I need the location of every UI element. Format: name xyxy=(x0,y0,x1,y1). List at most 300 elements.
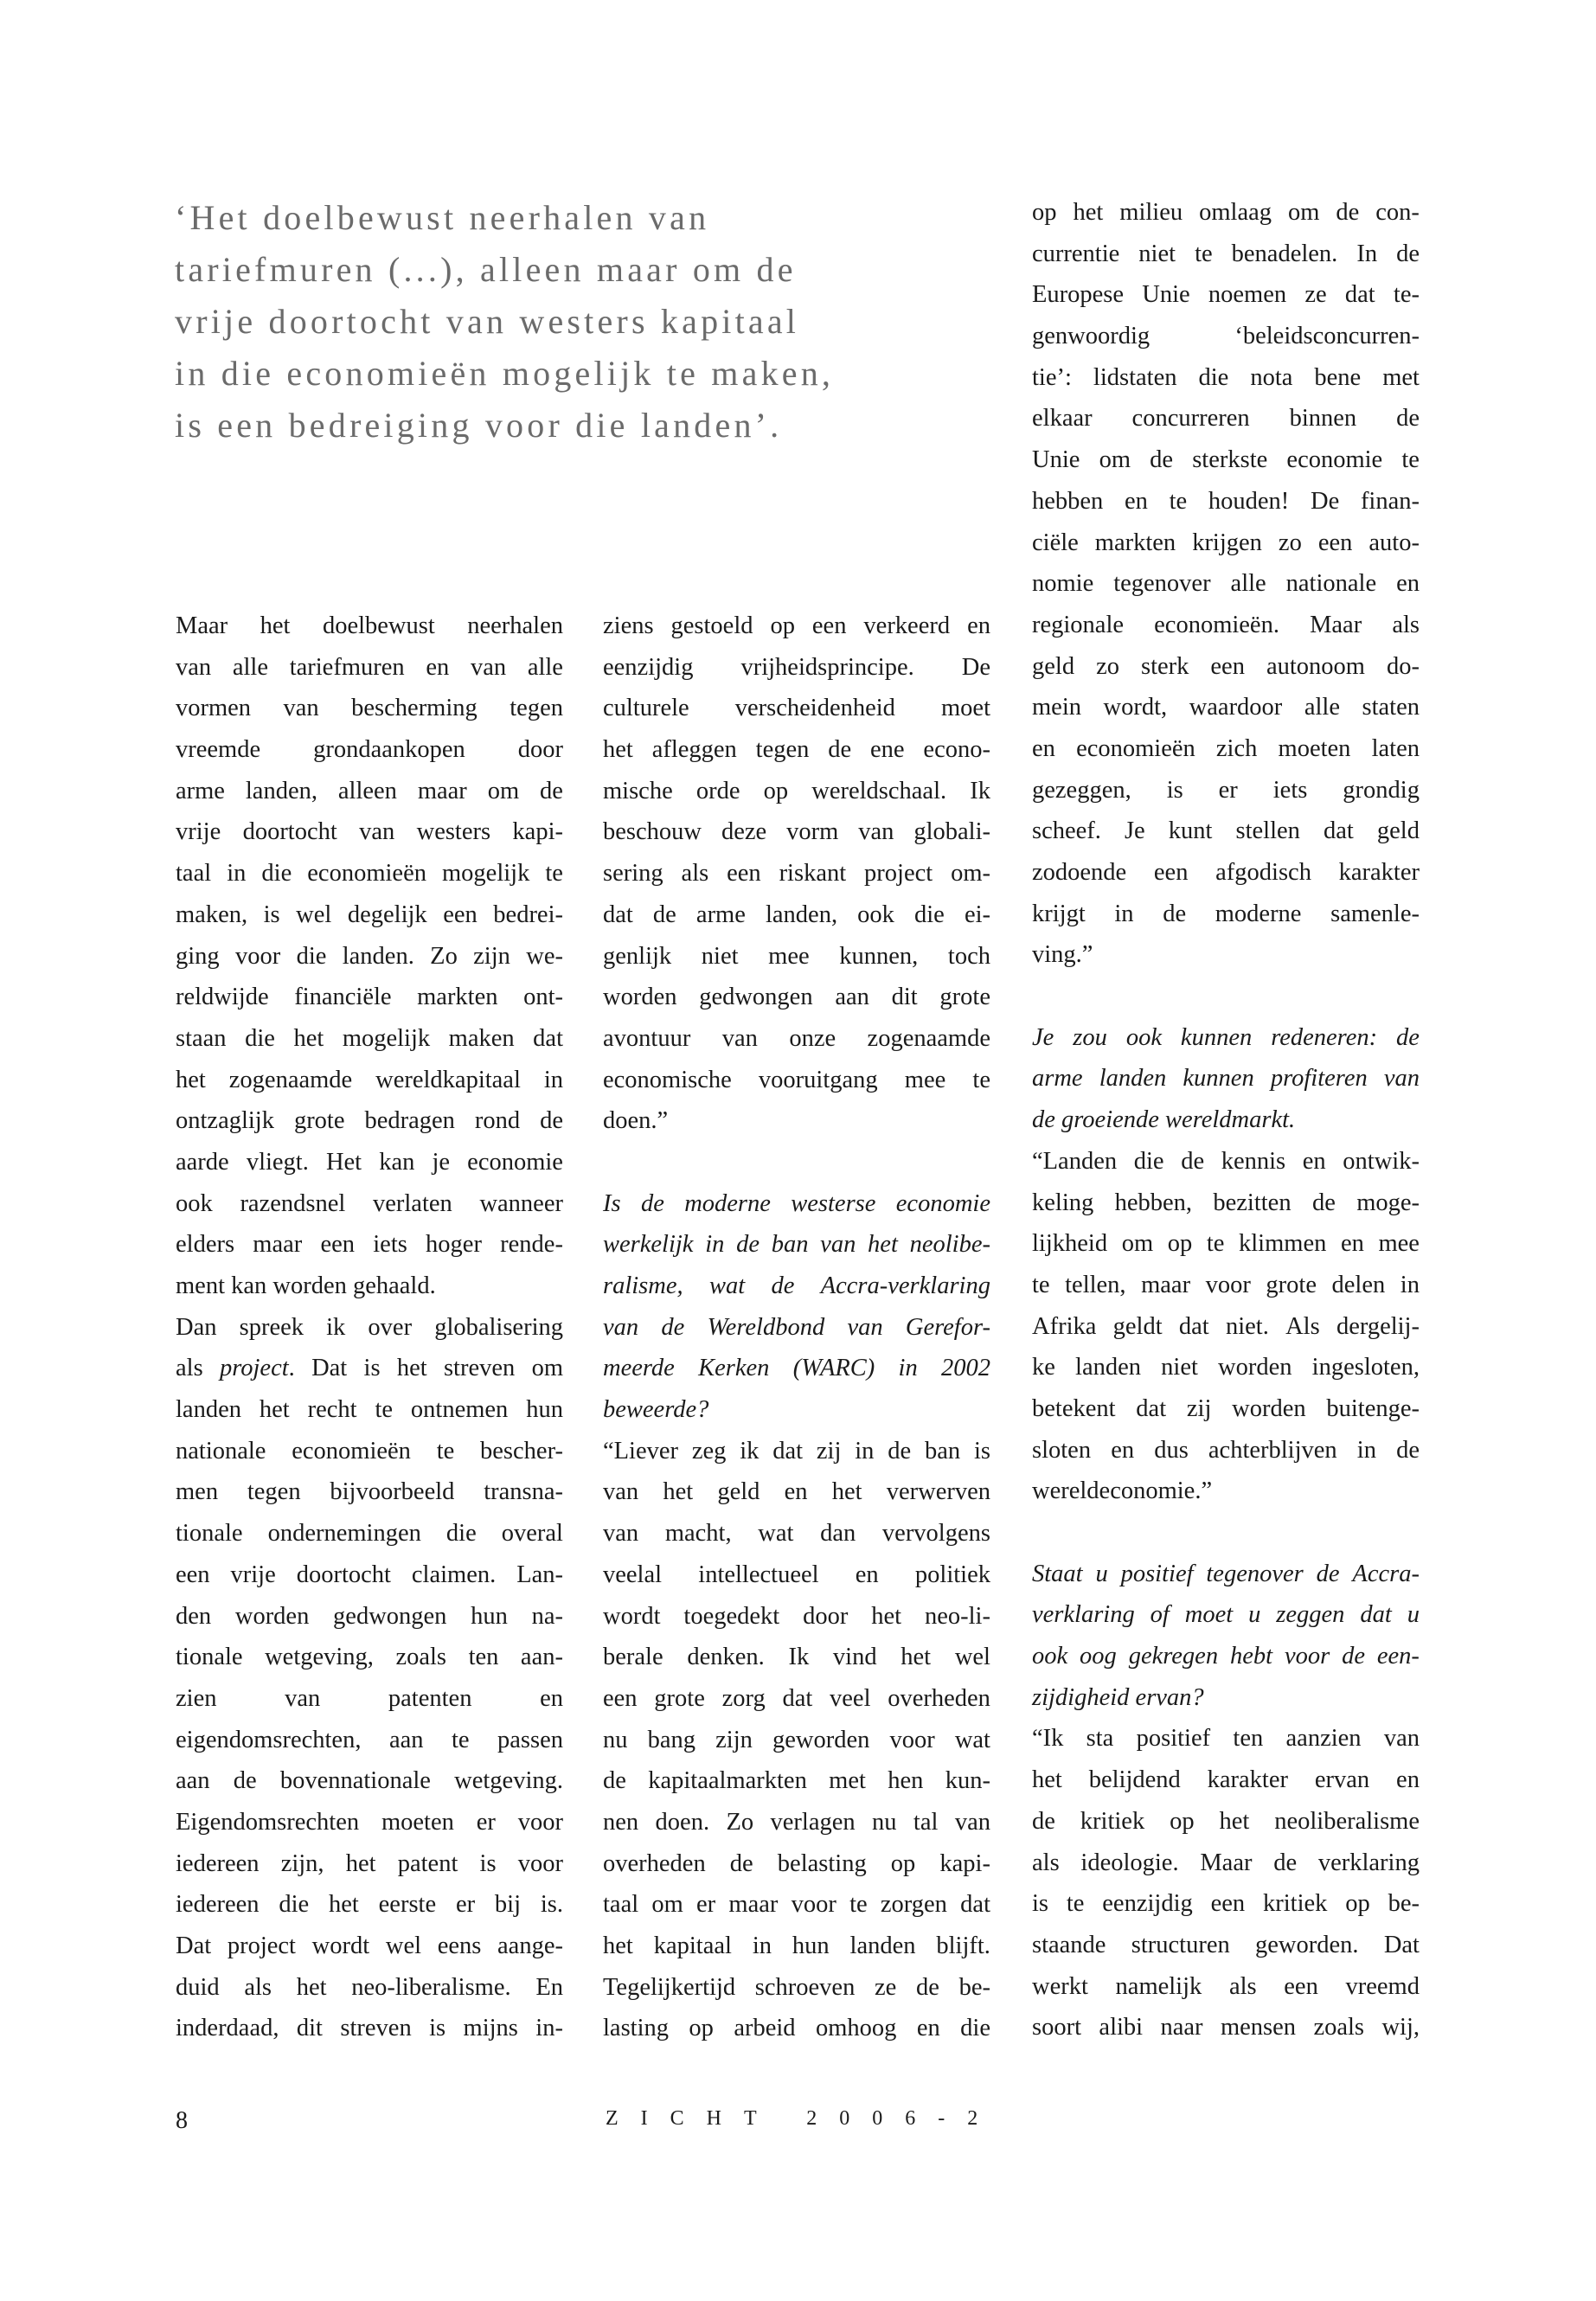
word: vreemd xyxy=(1345,1972,1420,2000)
word: met xyxy=(1382,363,1420,391)
word: afleggen xyxy=(651,736,737,764)
word: dus xyxy=(1154,1436,1189,1464)
word: het xyxy=(1073,199,1104,226)
word: eenzijdig xyxy=(603,653,694,681)
word: buitenge- xyxy=(1326,1394,1420,1422)
word: je xyxy=(432,1148,451,1176)
word: de xyxy=(888,1437,912,1465)
word: nota xyxy=(1250,363,1293,391)
word: bescherming xyxy=(351,695,478,722)
body-text-line xyxy=(1032,1718,1420,1759)
word: krijgt xyxy=(1032,900,1086,927)
word: is xyxy=(479,1849,497,1877)
word: ook xyxy=(176,1189,213,1217)
word: riskant xyxy=(779,860,847,888)
word: en xyxy=(1125,487,1148,515)
word: binnen xyxy=(1289,405,1357,433)
word: vooruitgang xyxy=(758,1066,878,1093)
word: stellen xyxy=(1235,817,1300,845)
word: zogenaamde xyxy=(228,1066,353,1093)
word: is xyxy=(263,901,280,928)
word: wereldkapitaal xyxy=(375,1066,521,1093)
word: zo xyxy=(1278,529,1302,556)
body-text-line xyxy=(176,1678,563,1720)
word: kapitaalmarkten xyxy=(648,1767,807,1795)
body-text-line xyxy=(176,853,563,894)
word: delen xyxy=(1331,1271,1386,1298)
word: “Landen xyxy=(1032,1147,1118,1175)
word: ban xyxy=(771,1231,809,1259)
word: niet xyxy=(1161,1354,1198,1381)
word: auto- xyxy=(1368,529,1420,556)
word: namelijk xyxy=(1115,1972,1202,2000)
word: Kerken xyxy=(698,1355,770,1382)
word: niet xyxy=(1138,240,1176,267)
word: doen. xyxy=(655,1808,710,1836)
word: iedereen xyxy=(176,1891,260,1919)
body-text-line xyxy=(603,936,990,977)
word: omlaag xyxy=(1199,199,1272,226)
word: verlagen xyxy=(770,1808,856,1836)
word: blijft. xyxy=(936,1932,990,1959)
word: arme xyxy=(695,901,746,928)
word: structuren xyxy=(1131,1931,1230,1958)
body-text-line xyxy=(176,1100,563,1142)
word: nationale xyxy=(1285,570,1377,598)
word: voor xyxy=(517,1808,563,1836)
word: het xyxy=(871,1602,902,1630)
word: die xyxy=(1198,363,1229,391)
word: ene xyxy=(870,736,905,764)
body-text-line xyxy=(176,1183,563,1225)
word: vrije xyxy=(176,818,221,846)
word: verscheidenheid xyxy=(734,695,895,722)
word: toegedekt xyxy=(683,1602,780,1630)
word: keling xyxy=(1032,1189,1094,1216)
word: nu xyxy=(603,1726,628,1753)
body-text-line xyxy=(1032,481,1420,522)
word: zo xyxy=(1096,652,1119,680)
word: staan xyxy=(176,1024,227,1052)
word: “Ik xyxy=(1032,1725,1064,1753)
word: eenzijdig xyxy=(1102,1890,1193,1918)
word: doelbewust xyxy=(322,612,435,639)
body-text-line xyxy=(1032,687,1420,728)
body-text-line xyxy=(603,647,990,689)
word: ciële xyxy=(1032,529,1079,556)
word: ze xyxy=(875,1973,897,2001)
word: een- xyxy=(1376,1643,1420,1670)
word: zijn xyxy=(473,942,510,970)
word: Het xyxy=(325,1148,362,1176)
word: mee xyxy=(904,1066,946,1093)
word: in xyxy=(705,1231,725,1259)
word: te xyxy=(1195,240,1213,267)
body-text-line: ving.” xyxy=(1032,941,1093,969)
word: rende- xyxy=(500,1231,563,1259)
word: economie xyxy=(467,1148,563,1176)
word: aan xyxy=(176,1767,210,1795)
word: berale xyxy=(603,1644,663,1671)
word: recht xyxy=(307,1396,357,1424)
word: van xyxy=(954,1808,990,1836)
word: maken xyxy=(448,1024,515,1052)
word: Dat xyxy=(176,1932,212,1959)
word: dat xyxy=(782,1684,813,1712)
word: een xyxy=(320,1231,356,1259)
word: schroeven xyxy=(754,1973,856,2001)
word: politiek xyxy=(914,1561,990,1588)
word: ondernemingen xyxy=(267,1520,421,1548)
word: Maar xyxy=(1310,611,1362,638)
word: claimen. xyxy=(411,1561,497,1588)
word: de xyxy=(1396,405,1420,433)
body-text-line xyxy=(603,853,990,894)
word: het xyxy=(603,736,633,764)
word: het xyxy=(663,1478,694,1506)
word: Gerefor- xyxy=(905,1313,990,1341)
word: er xyxy=(476,1808,496,1836)
word: zich xyxy=(1215,734,1258,762)
word: “Liever xyxy=(603,1437,679,1465)
word: beschouw xyxy=(603,818,702,846)
word: ont- xyxy=(523,984,563,1011)
word: Zo xyxy=(726,1808,754,1836)
word: noemen xyxy=(1208,281,1287,309)
word: en xyxy=(1340,1230,1364,1258)
word: wel xyxy=(954,1644,990,1671)
word: landen xyxy=(849,1932,916,1959)
word: westerse xyxy=(791,1189,876,1217)
word: van xyxy=(603,1520,639,1548)
word: niet xyxy=(701,942,739,970)
body-text-line xyxy=(603,1060,990,1101)
word: grote xyxy=(293,1107,345,1135)
word: economie xyxy=(895,1189,990,1217)
word: transna- xyxy=(484,1478,563,1506)
word: Wereldbond xyxy=(707,1313,825,1341)
word: naar xyxy=(1160,2014,1203,2041)
word: moeten xyxy=(1278,734,1351,762)
word: de xyxy=(1163,900,1187,927)
word: intellectueel xyxy=(698,1561,819,1588)
word: gedwongen xyxy=(699,984,813,1011)
word: dat xyxy=(1360,1601,1392,1629)
body-text-line xyxy=(176,1471,563,1513)
word: de xyxy=(1336,199,1360,226)
word: mein xyxy=(1032,694,1081,721)
word: Unie xyxy=(1142,281,1190,309)
word: omhoog xyxy=(815,2015,897,2042)
word: arbeid xyxy=(734,2015,796,2042)
body-text-line xyxy=(603,688,990,729)
word: zorgen xyxy=(880,1891,947,1919)
word: worden xyxy=(1232,1394,1306,1422)
word: sering xyxy=(603,860,663,888)
word: kunt xyxy=(1168,817,1213,845)
word: moet xyxy=(1184,1601,1234,1629)
body-text-line xyxy=(176,1637,563,1678)
body-text-line xyxy=(1032,2007,1420,2048)
word: in- xyxy=(535,2015,563,2042)
word: De xyxy=(1311,487,1340,515)
word: te xyxy=(972,1066,990,1093)
body-text-line xyxy=(603,1760,990,1802)
word: milieu xyxy=(1119,199,1183,226)
word: In xyxy=(1356,240,1378,267)
interview-question-line xyxy=(603,1224,990,1266)
body-text-line xyxy=(1032,811,1420,852)
word: de xyxy=(1150,446,1174,474)
word: de xyxy=(1396,240,1420,267)
word: op xyxy=(689,2015,714,2042)
word: het xyxy=(260,612,291,639)
word: de xyxy=(1032,1807,1055,1835)
word: om- xyxy=(951,860,990,888)
word: eens xyxy=(437,1932,482,1959)
word: ten xyxy=(1233,1725,1264,1753)
word: de xyxy=(540,777,563,804)
word: achterblijven xyxy=(1208,1436,1337,1464)
word: te xyxy=(1206,1230,1225,1258)
word: Afrika xyxy=(1032,1312,1097,1340)
word: neo-li- xyxy=(925,1602,990,1630)
word: oog xyxy=(1080,1643,1117,1670)
body-text-line xyxy=(1032,1883,1420,1925)
body-text-line: wereldeconomie.” xyxy=(1032,1477,1213,1505)
word: nu xyxy=(872,1808,897,1836)
word: En xyxy=(535,1973,563,2001)
word: van xyxy=(820,1231,856,1259)
word: veel xyxy=(830,1684,871,1712)
body-text-line xyxy=(1032,605,1420,646)
word: zeggen xyxy=(1276,1601,1345,1629)
word: alle xyxy=(232,653,268,681)
word: gezeggen, xyxy=(1032,776,1131,804)
body-text-line xyxy=(603,2008,990,2049)
body-text-line xyxy=(1032,1265,1420,1306)
word: alle xyxy=(1304,694,1340,721)
word: zodoende xyxy=(1032,859,1127,886)
word: kapitaal xyxy=(653,1932,732,1959)
word: hebben xyxy=(1032,487,1104,515)
word: hebt xyxy=(1229,1643,1273,1670)
word: in xyxy=(752,1932,772,1959)
word: overheden xyxy=(888,1684,990,1712)
word: geld xyxy=(717,1478,760,1506)
word: kritiek xyxy=(1080,1807,1145,1835)
body-text-line xyxy=(603,1471,990,1513)
word: economieën xyxy=(307,860,426,888)
word: dat xyxy=(1344,281,1375,309)
word: van xyxy=(603,1478,639,1506)
word: de xyxy=(915,1973,939,2001)
word: tionale xyxy=(176,1644,243,1671)
word: in xyxy=(227,860,247,888)
word: een xyxy=(811,612,847,639)
word: doortocht xyxy=(242,818,337,846)
body-text-line xyxy=(176,1513,563,1554)
word: voor xyxy=(517,1849,563,1877)
body-text-line xyxy=(1032,1966,1420,2008)
word: die xyxy=(445,1520,477,1548)
word: taal xyxy=(176,860,212,888)
word: het xyxy=(345,1849,376,1877)
word: dan xyxy=(820,1520,856,1548)
word: nomie xyxy=(1032,570,1094,598)
word: ralisme, xyxy=(603,1272,683,1299)
word: om xyxy=(1287,199,1320,226)
word: de xyxy=(603,1767,626,1795)
word: Maar xyxy=(1200,1849,1253,1876)
body-text-line xyxy=(176,1348,563,1389)
word: de xyxy=(652,901,676,928)
word: voor xyxy=(1284,1643,1330,1670)
word: op xyxy=(763,777,789,804)
word: hoger xyxy=(426,1231,482,1259)
word: van xyxy=(603,1313,639,1341)
word: lasting xyxy=(603,2015,669,2042)
word: de xyxy=(1396,1023,1420,1051)
word: Ik xyxy=(970,777,990,804)
word: in xyxy=(898,1355,918,1382)
word: dit xyxy=(891,984,918,1011)
word: dat xyxy=(772,1437,804,1465)
word: den xyxy=(176,1602,212,1630)
word: voor xyxy=(1205,1271,1251,1298)
word: die xyxy=(261,860,292,888)
body-text-line xyxy=(176,1760,563,1802)
word: de xyxy=(771,1272,795,1299)
word: en xyxy=(855,1561,879,1588)
word: bij xyxy=(494,1891,521,1919)
body-text-line xyxy=(1032,852,1420,894)
word: alle xyxy=(1230,570,1266,598)
word: kennis xyxy=(1221,1147,1286,1175)
word: wanneer xyxy=(479,1189,563,1217)
body-text-line xyxy=(1032,274,1420,316)
word: te xyxy=(1401,446,1420,474)
word: tegenover xyxy=(1113,570,1211,598)
word: een xyxy=(1210,1890,1246,1918)
word: zorg xyxy=(721,1684,766,1712)
word: te xyxy=(451,1726,470,1753)
word: te xyxy=(1169,487,1188,515)
word: die xyxy=(914,901,945,928)
word: hun xyxy=(526,1396,563,1424)
body-text-line xyxy=(1032,316,1420,357)
word: onze xyxy=(789,1024,836,1052)
word: ontnemen xyxy=(410,1396,509,1424)
word: tie’: xyxy=(1032,363,1072,391)
word: van xyxy=(359,818,395,846)
word: veelal xyxy=(603,1561,663,1588)
word: zeg xyxy=(691,1437,727,1465)
word: landen, xyxy=(245,777,317,804)
word: iets xyxy=(373,1231,407,1259)
word: landen xyxy=(1075,1354,1142,1381)
body-text-line xyxy=(603,1678,990,1720)
body-text-line xyxy=(176,1389,563,1431)
word: elders xyxy=(176,1231,235,1259)
body-text-line xyxy=(1032,1843,1420,1884)
word: ze xyxy=(1304,281,1327,309)
body-text-line xyxy=(603,1431,990,1472)
word: bijvoorbeeld xyxy=(330,1478,455,1506)
word: moderne xyxy=(684,1189,771,1217)
word: positief xyxy=(1136,1725,1211,1753)
word: sterk xyxy=(1140,652,1189,680)
word: geldt xyxy=(1112,1312,1163,1340)
word: als xyxy=(1228,1972,1257,2000)
word: westers xyxy=(416,818,491,846)
word: dat xyxy=(1323,817,1354,845)
word: vrije xyxy=(230,1561,276,1588)
word: tionale xyxy=(176,1520,243,1548)
word: sta xyxy=(1086,1725,1114,1753)
word: op xyxy=(1032,199,1057,226)
body-text-line xyxy=(176,688,563,729)
word: Eigendomsrechten xyxy=(176,1808,360,1836)
pull-quote-line: tariefmuren (...), alleen maar om de xyxy=(175,250,797,289)
word: do- xyxy=(1386,652,1420,680)
word: als xyxy=(681,860,709,888)
word: met xyxy=(829,1767,866,1795)
word: vorm xyxy=(786,818,839,846)
word: iets xyxy=(1272,776,1308,804)
body-text-line xyxy=(1032,646,1420,688)
word: ideologie. xyxy=(1080,1849,1179,1876)
word: dat xyxy=(603,901,633,928)
word: mische xyxy=(603,777,673,804)
word: en xyxy=(967,612,990,639)
word: van xyxy=(721,1024,758,1052)
word: de xyxy=(1316,1560,1340,1587)
word: de xyxy=(729,1849,753,1877)
word: bang xyxy=(647,1726,696,1753)
word: genlijk xyxy=(603,942,672,970)
word: laten xyxy=(1371,734,1420,762)
word: Je xyxy=(1124,817,1145,845)
body-text-line xyxy=(1032,192,1420,234)
word: het xyxy=(901,1644,932,1671)
word: grote xyxy=(654,1684,705,1712)
word: ke xyxy=(1032,1354,1055,1381)
body-text-line xyxy=(603,894,990,936)
interview-question-line: beweerde? xyxy=(603,1396,709,1424)
word: u xyxy=(1407,1601,1420,1629)
word: landen xyxy=(1099,1065,1167,1093)
word: om xyxy=(487,777,520,804)
body-text-line xyxy=(176,977,563,1018)
word: doortocht xyxy=(296,1561,391,1588)
body-text-line xyxy=(1032,522,1420,564)
word: er xyxy=(696,1891,716,1919)
word: ontwik- xyxy=(1343,1147,1420,1175)
word: gekregen xyxy=(1128,1643,1219,1670)
word: alleen xyxy=(337,777,397,804)
word: zij xyxy=(816,1437,842,1465)
word: de xyxy=(233,1767,257,1795)
word: de xyxy=(1273,1849,1298,1876)
word: tegen xyxy=(247,1478,301,1506)
body-text-line xyxy=(176,1554,563,1596)
body-text-line xyxy=(603,1926,990,1967)
word: be- xyxy=(1388,1890,1420,1918)
paragraph-gap xyxy=(1032,976,1420,1017)
word: om xyxy=(1121,1230,1154,1258)
word: het xyxy=(831,1478,862,1506)
